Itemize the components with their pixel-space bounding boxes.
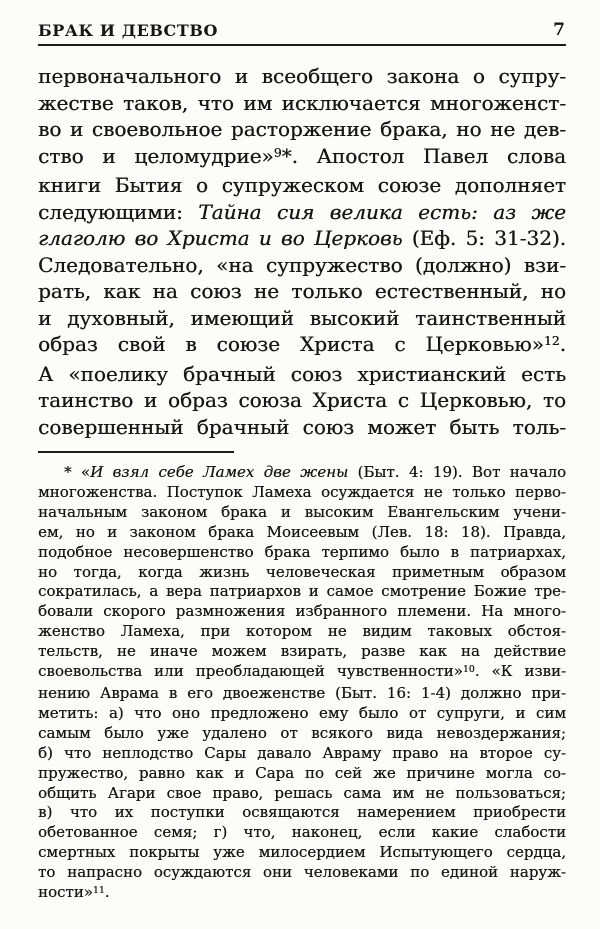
body-text-line [38, 63, 566, 90]
footnote-text-line [38, 863, 566, 883]
body-text-line [38, 116, 566, 143]
footnote-text-line [38, 803, 566, 823]
text-segment: таинство и образ союза Христа с Церковью, то [38, 388, 566, 412]
text-segment: . «К изви- [474, 662, 567, 681]
text-segment: то напрасно осуждаются они человеками по единой наруж- [38, 863, 566, 882]
footnote-text-line [38, 523, 566, 543]
text-segment: . [559, 332, 566, 356]
text-segment: в) что их поступки освящаются намерением приобрести [38, 803, 566, 822]
text-segment: жестве таков, что им исключается многоженст- [38, 90, 566, 115]
text-segment: но тогда, когда жизнь человеческая приметным образом [38, 562, 566, 581]
text-segment: А «поелику брачный союз христианский есть [38, 361, 566, 386]
footnote-text-line [38, 503, 566, 523]
footnote-text-line [38, 622, 566, 642]
running-head-title: БРАК И ДЕВСТВО [38, 21, 218, 40]
body-text-line [38, 305, 566, 332]
text-segment: нению Аврама в его двоеженстве (Быт. 16: 1-4) должно при- [38, 683, 566, 702]
running-head [38, 21, 566, 41]
footnote-ref-marker: 12 [543, 333, 560, 349]
text-segment: рать, как на союз не только естественный, но [38, 279, 566, 303]
text-segment: тельств, не иначе можем взирать, разве как на действие [38, 642, 566, 661]
footnote-text-line [38, 823, 566, 843]
footnote-ref-marker: 10 [462, 663, 475, 675]
body-text [38, 63, 566, 440]
text-segment: подобное несовершенство брака терпимо было в патриархах, [38, 542, 566, 561]
body-text-line [38, 361, 566, 388]
footnote-text-line [38, 642, 566, 662]
body-text-line [38, 252, 566, 279]
footnote-text-line [38, 563, 566, 583]
text-segment: обетованное семя; г) что, наконец, если какие слабости [38, 823, 566, 842]
footnote-text-line [38, 843, 566, 863]
text-segment: и духовный, имеющий высокий таинственный [38, 305, 566, 330]
body-text-line [38, 331, 566, 361]
text-segment: совершенный брачный союз может быть толь- [38, 414, 566, 439]
footnote-text [38, 463, 566, 905]
text-segment: общить Агари свое право, решась сама им не пользоваться; [38, 783, 566, 802]
body-text-line [38, 90, 566, 117]
footnote-text-line [38, 724, 566, 744]
text-segment: во и своевольное расторжение брака, но не дев- [38, 117, 566, 141]
footnote-text-line [38, 764, 566, 784]
text-segment: следующими: [38, 199, 199, 224]
text-segment: своевольства или преобладающей чувственности» [38, 662, 463, 681]
footnote-text-line [38, 582, 566, 602]
page-number: 7 [553, 20, 565, 40]
text-segment: ности» [38, 883, 93, 902]
footnote-text-line [38, 883, 566, 905]
text-segment: Следовательно, «на супружество (должно) взи- [38, 252, 566, 277]
text-segment: образ свой в союзе Христа с Церковью» [38, 332, 544, 356]
body-text-line [38, 387, 566, 414]
text-segment: первоначального и всеобщего закона о супру- [38, 64, 566, 88]
body-text-line [38, 172, 566, 199]
emphasized-text: И взял себе Ламех две жены [90, 463, 349, 481]
body-text-line [38, 414, 566, 441]
text-segment: начальным законом брака и высоким Евангельским учени- [38, 502, 566, 521]
text-segment: *. Апостол Павел слова [281, 143, 566, 168]
footnote-text-line [38, 784, 566, 804]
footnote-text-line [38, 684, 566, 704]
footnote-text-line [38, 602, 566, 622]
emphasized-text: Тайна сия велика есть: аз же [198, 199, 566, 224]
footnote-text-line [38, 483, 566, 503]
footnote-ref-marker: 9 [273, 144, 282, 160]
text-segment: смертных покрыты уже милосердием Испытующего сердца, [38, 843, 566, 862]
body-text-line [38, 199, 566, 226]
footnote-text-line [38, 463, 566, 483]
text-segment: ство и целомудрие» [38, 143, 274, 168]
text-segment: метить: а) что оно предложено ему было от супруги, и сим [38, 703, 566, 722]
footnote-text-line [38, 744, 566, 764]
footnote-text-line [38, 662, 566, 684]
footnote-separator [38, 451, 234, 453]
text-segment: (Быт. 4: 19). Вот начало [348, 463, 566, 481]
text-segment: сократилась, а вера патриархов и самое смотрение Божие тре- [38, 582, 566, 601]
header-rule [38, 44, 566, 46]
text-segment: многоженства. Поступок Ламеха осуждается не только перво- [38, 482, 566, 501]
body-text-line [38, 278, 566, 305]
text-segment: . [104, 883, 110, 902]
text-segment: женство Ламеха, при котором не видим таковых обстоя- [38, 622, 566, 641]
body-text-line [38, 143, 566, 173]
footnote-text-line [38, 704, 566, 724]
text-segment: пружество, равно как и Сара по сей же причине могла со- [38, 763, 566, 782]
text-segment: книги Бытия о супружеском союзе дополняет [38, 173, 566, 197]
text-segment: (Еф. 5: 31-32). [402, 226, 566, 250]
text-segment: * « [64, 463, 91, 481]
text-segment: ем, но и законом брака Моисеевым (Лев. 18: 18). Правда, [38, 522, 566, 541]
text-segment: бовали скорого размножения избранного племени. На много- [38, 602, 566, 621]
emphasized-text: глаголю во Христа и во Церковь [38, 226, 403, 250]
text-segment: самым было уже удалено от всякого вида невоздержания; [38, 723, 566, 742]
footnote-ref-marker: 11 [92, 884, 105, 896]
body-text-line [38, 225, 566, 252]
footnote-text-line [38, 543, 566, 563]
text-segment: б) что неплодство Сары давало Авраму право на второе су- [38, 743, 566, 762]
